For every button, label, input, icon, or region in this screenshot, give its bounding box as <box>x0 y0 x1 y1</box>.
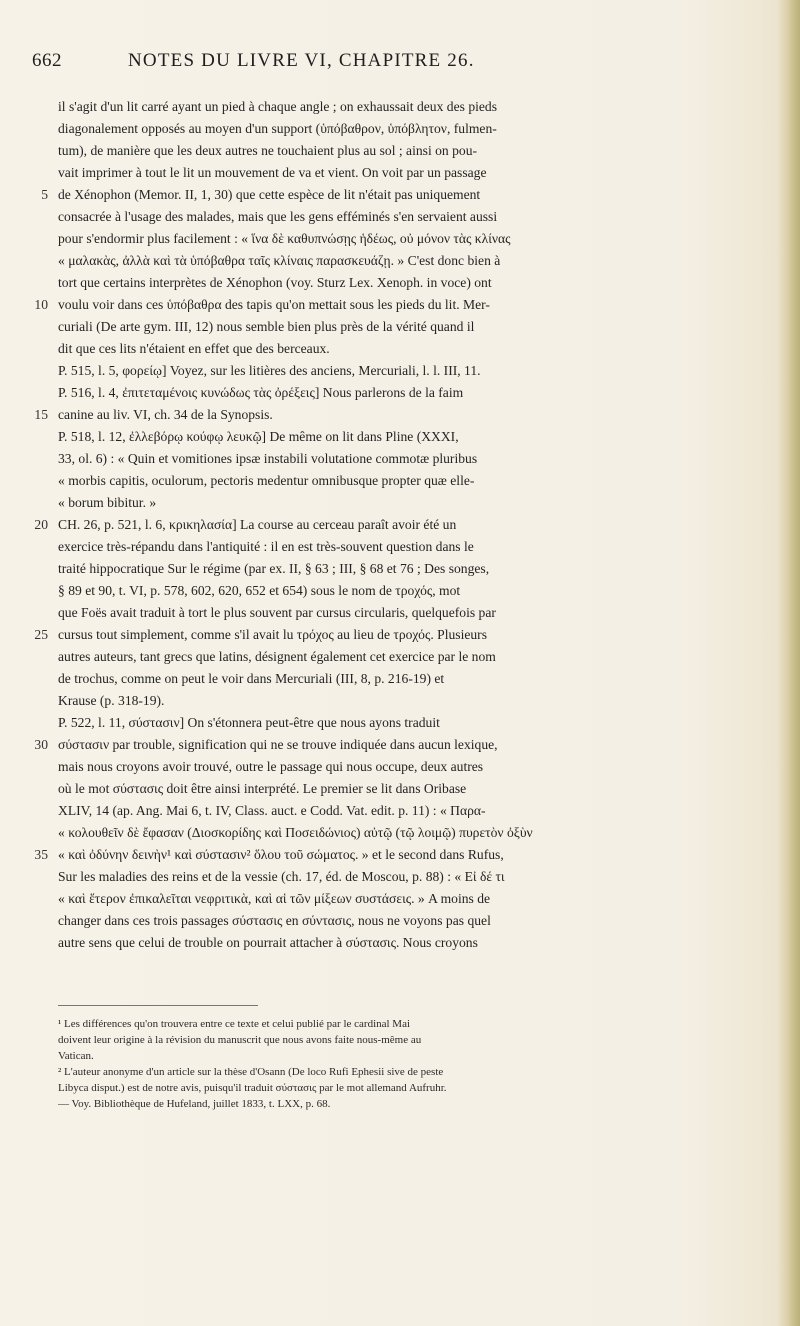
text-line: il s'agit d'un lit carré ayant un pied à chaque angle ; on exhaussait deux des pieds <box>58 99 498 114</box>
text-line: mais nous croyons avoir trouvé, outre le passage qui nous occupe, deux autres <box>58 759 484 774</box>
text-line: autre sens que celui de trouble on pourrait attacher à σύστασις. Nous croyons <box>58 935 478 950</box>
text-line: « καὶ ὀδύνην δεινὴν¹ καὶ σύστασιν² ὅλου τοῦ σώματος. » et le second dans Rufus, <box>58 847 504 862</box>
text-line: P. 522, l. 11, σύστασιν] On s'étonnera peut-être que nous ayons traduit <box>58 715 440 730</box>
footnote-line: ¹ Les différences qu'on trouvera entre ce texte et celui publié par le cardinal Mai <box>58 1018 411 1030</box>
text-line: P. 516, l. 4, ἐπιτεταμένοις κυνώδως τὰς ὀρέξεις] Nous parlerons de la faim <box>58 385 464 400</box>
margin-line-number: 30 <box>34 737 48 752</box>
text-line: de trochus, comme on peut le voir dans Mercuriali (III, 8, p. 216-19) et <box>58 671 445 686</box>
text-line: tum), de manière que les deux autres ne touchaient plus au sol ; ainsi on pou- <box>58 143 478 158</box>
running-title: NOTES DU LIVRE VI, CHAPITRE 26. <box>128 50 475 71</box>
text-line: changer dans ces trois passages σύστασις en σύντασις, nous ne voyons pas quel <box>58 913 491 928</box>
text-line: de Xénophon (Memor. II, 1, 30) que cette espèce de lit n'était pas uniquement <box>58 187 481 202</box>
footnote-line: doivent leur origine à la révision du manuscrit que nous avons faite nous-même au <box>58 1034 422 1046</box>
text-line: que Foës avait traduit à tort le plus souvent par cursus circularis, quelquefois par <box>58 605 496 620</box>
text-line: diagonalement opposés au moyen d'un support (ὑπόβαθρον, ὑπόβλητον, fulmen- <box>58 121 497 136</box>
running-header <box>32 50 732 80</box>
text-line: Sur les maladies des reins et de la vessie (ch. 17, éd. de Moscou, p. 88) : « Εἰ δέ τι <box>58 869 505 884</box>
margin-line-number: 35 <box>34 847 48 862</box>
text-line: 33, ol. 6) : « Quin et vomitiones ipsæ instabili volutatione commotæ pluribus <box>58 451 478 466</box>
text-line: § 89 et 90, t. VI, p. 578, 602, 620, 652 et 654) sous le nom de τροχός, mot <box>58 583 461 598</box>
text-line: vait imprimer à tout le lit un mouvement de va et vient. On voit par un passage <box>58 165 487 180</box>
text-line: σύστασιν par trouble, signification qui ne se trouve indiquée dans aucun lexique, <box>58 737 498 752</box>
text-line: autres auteurs, tant grecs que latins, désignent également cet exercice par le nom <box>58 649 496 664</box>
text-line: tort que certains interprètes de Xénophon (voy. Sturz Lex. Xenoph. in voce) ont <box>58 275 492 290</box>
text-line: traité hippocratique Sur le régime (par ex. II, § 63 ; III, § 68 et 76 ; Des songes, <box>58 561 490 576</box>
text-line: voulu voir dans ces ὑπόβαθρα des tapis qu'on mettait sous les pieds du lit. Mer- <box>58 297 490 312</box>
text-line: pour s'endormir plus facilement : « ἵνα δὲ καθυπνώσῃς ἡδέως, οὐ μόνον τὰς κλίνας <box>58 231 511 246</box>
text-line: « κολουθεῖν δὲ ἔφασαν (Διοσκορίδης καὶ Ποσειδώνιος) αὐτῷ (τῷ λοιμῷ) πυρετὸν ὀξὺν <box>58 825 533 840</box>
text-line: consacrée à l'usage des malades, mais que les gens efféminés s'en servaient aussi <box>58 209 498 224</box>
text-line: exercice très-répandu dans l'antiquité : il en est très-souvent question dans le <box>58 539 474 554</box>
text-line: canine au liv. VI, ch. 34 de la Synopsis. <box>58 407 273 422</box>
text-line: CH. 26, p. 521, l. 6, κρικηλασία] La course au cerceau paraît avoir été un <box>58 517 457 532</box>
text-line: cursus tout simplement, comme s'il avait lu τρόχος au lieu de τροχός. Plusieurs <box>58 627 487 642</box>
text-line: P. 515, l. 5, φορείῳ] Voyez, sur les litières des anciens, Mercuriali, l. l. III, 11. <box>58 363 481 378</box>
footnote-line: Vatican. <box>58 1050 94 1062</box>
margin-line-number: 5 <box>41 187 48 202</box>
footnote-line: — Voy. Bibliothèque de Hufeland, juillet 1833, t. LXX, p. 68. <box>58 1098 331 1110</box>
margin-line-number: 15 <box>34 407 48 422</box>
text-line: curiali (De arte gym. III, 12) nous semble bien plus près de la vérité quand il <box>58 319 475 334</box>
footnote-line: ² L'auteur anonyme d'un article sur la thèse d'Osann (De loco Rufi Ephesii sive de peste <box>58 1066 444 1078</box>
text-line: dit que ces lits n'étaient en effet que des berceaux. <box>58 341 330 356</box>
page-edge-shadow <box>778 0 800 1326</box>
footnote-line: Libyca disput.) est de notre avis, puisqu'il traduit σύστασις par le mot allemand Aufruhr. <box>58 1082 447 1094</box>
text-line: « morbis capitis, oculorum, pectoris medentur omnibusque propter quæ elle- <box>58 473 475 488</box>
text-line: « καὶ ἕτερον ἐπικαλεῖται νεφριτικὰ, καὶ αἱ τῶν μίξεων συστάσεις. » A moins de <box>58 891 491 906</box>
text-line: Krause (p. 318-19). <box>58 693 165 708</box>
footnote-rule <box>58 1005 258 1006</box>
margin-line-number: 25 <box>34 627 48 642</box>
margin-line-number: 10 <box>34 297 48 312</box>
text-line: « borum bibitur. » <box>58 495 157 510</box>
text-line: « μαλακὰς, ἀλλὰ καὶ τὰ ὑπόβαθρα ταῖς κλίναις παρασκευάζῃ. » C'est donc bien à <box>58 253 501 268</box>
text-line: XLIV, 14 (ap. Ang. Mai 6, t. IV, Class. auct. e Codd. Vat. edit. p. 11) : « Παρα- <box>58 803 486 818</box>
margin-line-number: 20 <box>34 517 48 532</box>
text-line: P. 518, l. 12, ἐλλεβόρῳ κούφῳ λευκῷ] De même on lit dans Pline (XXXI, <box>58 429 459 444</box>
text-line: où le mot σύστασις doit être ainsi interprété. Le premier se lit dans Oribase <box>58 781 467 796</box>
page-number: 662 <box>32 50 62 71</box>
